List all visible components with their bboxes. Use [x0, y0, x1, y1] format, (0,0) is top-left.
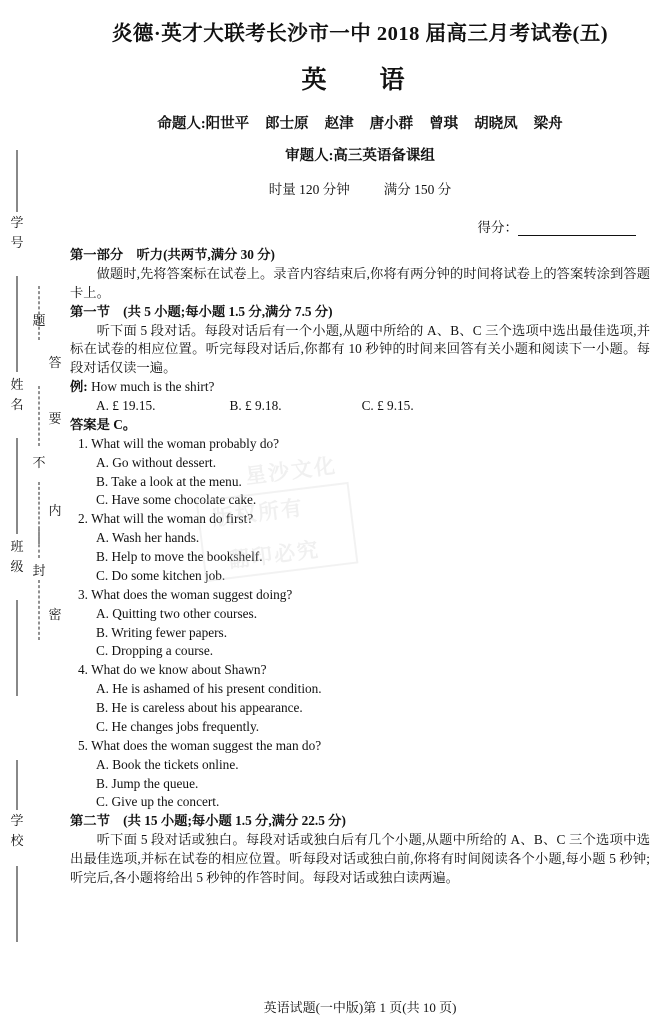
question-text: What do we know about Shawn? — [91, 662, 267, 678]
question-option[interactable]: B. Jump the queue. — [96, 775, 199, 791]
question-option[interactable]: C. Dropping a course. — [96, 643, 214, 659]
watermark-line-1: 星沙文化 — [244, 453, 339, 489]
example-option-a: A. £ 19.15. — [96, 398, 156, 413]
example-options — [70, 397, 650, 416]
strip-rule — [17, 276, 18, 372]
author-6: 胡晓凤 — [474, 116, 518, 132]
question-option[interactable]: B. Help to move the bookshelf. — [96, 549, 263, 564]
question-number: 4. — [78, 662, 88, 678]
score-field — [70, 216, 650, 236]
question-number: 1. — [78, 435, 88, 451]
time-limit: 时量 120 分钟 — [268, 182, 350, 197]
strip-rule — [17, 760, 18, 810]
question-option[interactable]: B. Writing fewer papers. — [96, 624, 228, 640]
strip-label-class: 班 级 — [10, 539, 37, 574]
reviewer-line: 审题人:高三英语备课组 — [285, 148, 435, 164]
seal-dashed-line — [39, 286, 40, 340]
question-item — [70, 586, 650, 605]
section1-heading: 第一节 (共 5 小题;每小题 1.5 分,满分 7.5 分) — [70, 303, 333, 319]
timing-line — [70, 178, 650, 198]
seal-dashed-line — [39, 580, 40, 640]
question-number: 2. — [78, 511, 88, 527]
seal-dashed-line — [39, 528, 40, 558]
question-text: What does the woman suggest doing? — [91, 586, 293, 602]
section2-note: 听下面 5 段对话或独白。每段对话或独白后有几个小题,从题中所给的 A、B、C 三个选项中选出最佳选项,并标在试卷的相应位置。听每段对话或独白前,你将有时间阅读各个小题,每小题 5 秒钟;听完后,各小题将给出 5 秒钟的作答时间。每段对话或独白读两遍。 — [70, 832, 650, 885]
author-4: 唐小群 — [369, 116, 414, 132]
strip-rule — [17, 438, 18, 534]
question-number: 3. — [78, 586, 88, 602]
question-option[interactable]: C. Give up the concert. — [96, 794, 220, 810]
question-option[interactable]: A. Quitting two other courses. — [96, 605, 258, 621]
seal-dashed-line — [39, 386, 40, 446]
paper-content — [70, 0, 650, 1026]
authors-label: 命题人: — [157, 116, 206, 132]
example-answer: 答案是 C。 — [70, 416, 137, 432]
watermark-line-3: 翻印必究 — [227, 537, 322, 573]
strip-rule — [17, 866, 18, 942]
strip-char-ti: 题 — [32, 313, 46, 328]
strip-char-nei: 内 — [48, 503, 62, 518]
authors-line — [70, 112, 650, 133]
question-text: What does the woman suggest the man do? — [91, 737, 322, 753]
strip-char-mi: 密 — [48, 607, 62, 622]
strip-label-student-id: 学 号 — [10, 215, 37, 250]
example-option-b: B. £ 9.18. — [229, 398, 282, 413]
page-title: 炎德·英才大联考长沙市一中 2018 届高三月考试卷(五) — [111, 23, 609, 45]
question-option[interactable]: B. He is careless about his appearance. — [96, 700, 303, 715]
example-question-line — [70, 378, 650, 397]
score-label: 得分： — [477, 220, 518, 235]
score-blank[interactable] — [518, 222, 636, 236]
question-item — [70, 510, 650, 529]
question-option[interactable]: A. Go without dessert. — [96, 454, 217, 470]
question-option[interactable]: A. Wash her hands. — [96, 530, 200, 546]
question-option[interactable]: C. He changes jobs frequently. — [96, 718, 260, 734]
question-item — [70, 737, 650, 756]
question-item — [70, 661, 650, 680]
question-text: What will the woman probably do? — [91, 435, 280, 451]
page-footer: 英语试题(一中版)第 1 页(共 10 页) — [263, 1000, 457, 1015]
question-option[interactable]: C. Have some chocolate cake. — [96, 492, 257, 508]
strip-rule — [17, 600, 18, 696]
question-option[interactable]: C. Do some kitchen job. — [96, 567, 226, 583]
author-3: 赵津 — [324, 116, 354, 132]
subject-title: 英 语 — [301, 67, 419, 94]
author-1: 阳世平 — [205, 116, 250, 132]
strip-label-school: 学 校 — [10, 813, 37, 848]
question-number: 5. — [78, 737, 88, 753]
question-option[interactable]: B. Take a look at the menu. — [96, 473, 242, 489]
question-option[interactable]: A. He is ashamed of his present condition. — [96, 681, 322, 697]
watermark-line-2: 版权所有 — [211, 495, 306, 531]
section1-note: 听下面 5 段对话。每段对话后有一个小题,从题中所给的 A、B、C 三个选项中选出最佳选项,并标在试卷的相应位置。听完每段对话后,你都有 10 秒钟的时间来回答有关小题和阅读下一小题。每段对话仅读一遍。 — [70, 322, 650, 376]
part-one — [70, 246, 650, 888]
strip-label-name: 姓 名 — [10, 377, 37, 412]
author-5: 曾琪 — [429, 116, 459, 132]
question-text: What will the woman do first? — [91, 511, 254, 527]
strip-char-bu: 不 — [32, 455, 46, 470]
strip-char-feng: 封 — [32, 563, 46, 578]
full-marks: 满分 150 分 — [383, 182, 452, 197]
example-label: 例: — [70, 379, 88, 395]
author-7: 梁舟 — [533, 116, 563, 132]
question-item — [70, 435, 650, 454]
part1-heading: 第一部分 听力(共两节,满分 30 分) — [70, 247, 275, 262]
strip-char-da: 答 — [48, 355, 62, 370]
author-2: 郎士原 — [265, 116, 309, 132]
strip-char-yao: 要 — [48, 411, 62, 426]
strip-rule — [17, 150, 18, 212]
part1-note: 做题时,先将答案标在试卷上。录音内容结束后,你将有两分钟的时间将试卷上的答案转涂到答题卡上。 — [70, 265, 650, 300]
example-question: How much is the shirt? — [91, 379, 215, 395]
example-option-c: C. £ 9.15. — [361, 398, 414, 413]
left-margin-strip — [0, 0, 62, 1026]
section2-heading: 第二节 (共 15 小题;每小题 1.5 分,满分 22.5 分) — [70, 813, 346, 829]
question-option[interactable]: A. Book the tickets online. — [96, 756, 239, 772]
